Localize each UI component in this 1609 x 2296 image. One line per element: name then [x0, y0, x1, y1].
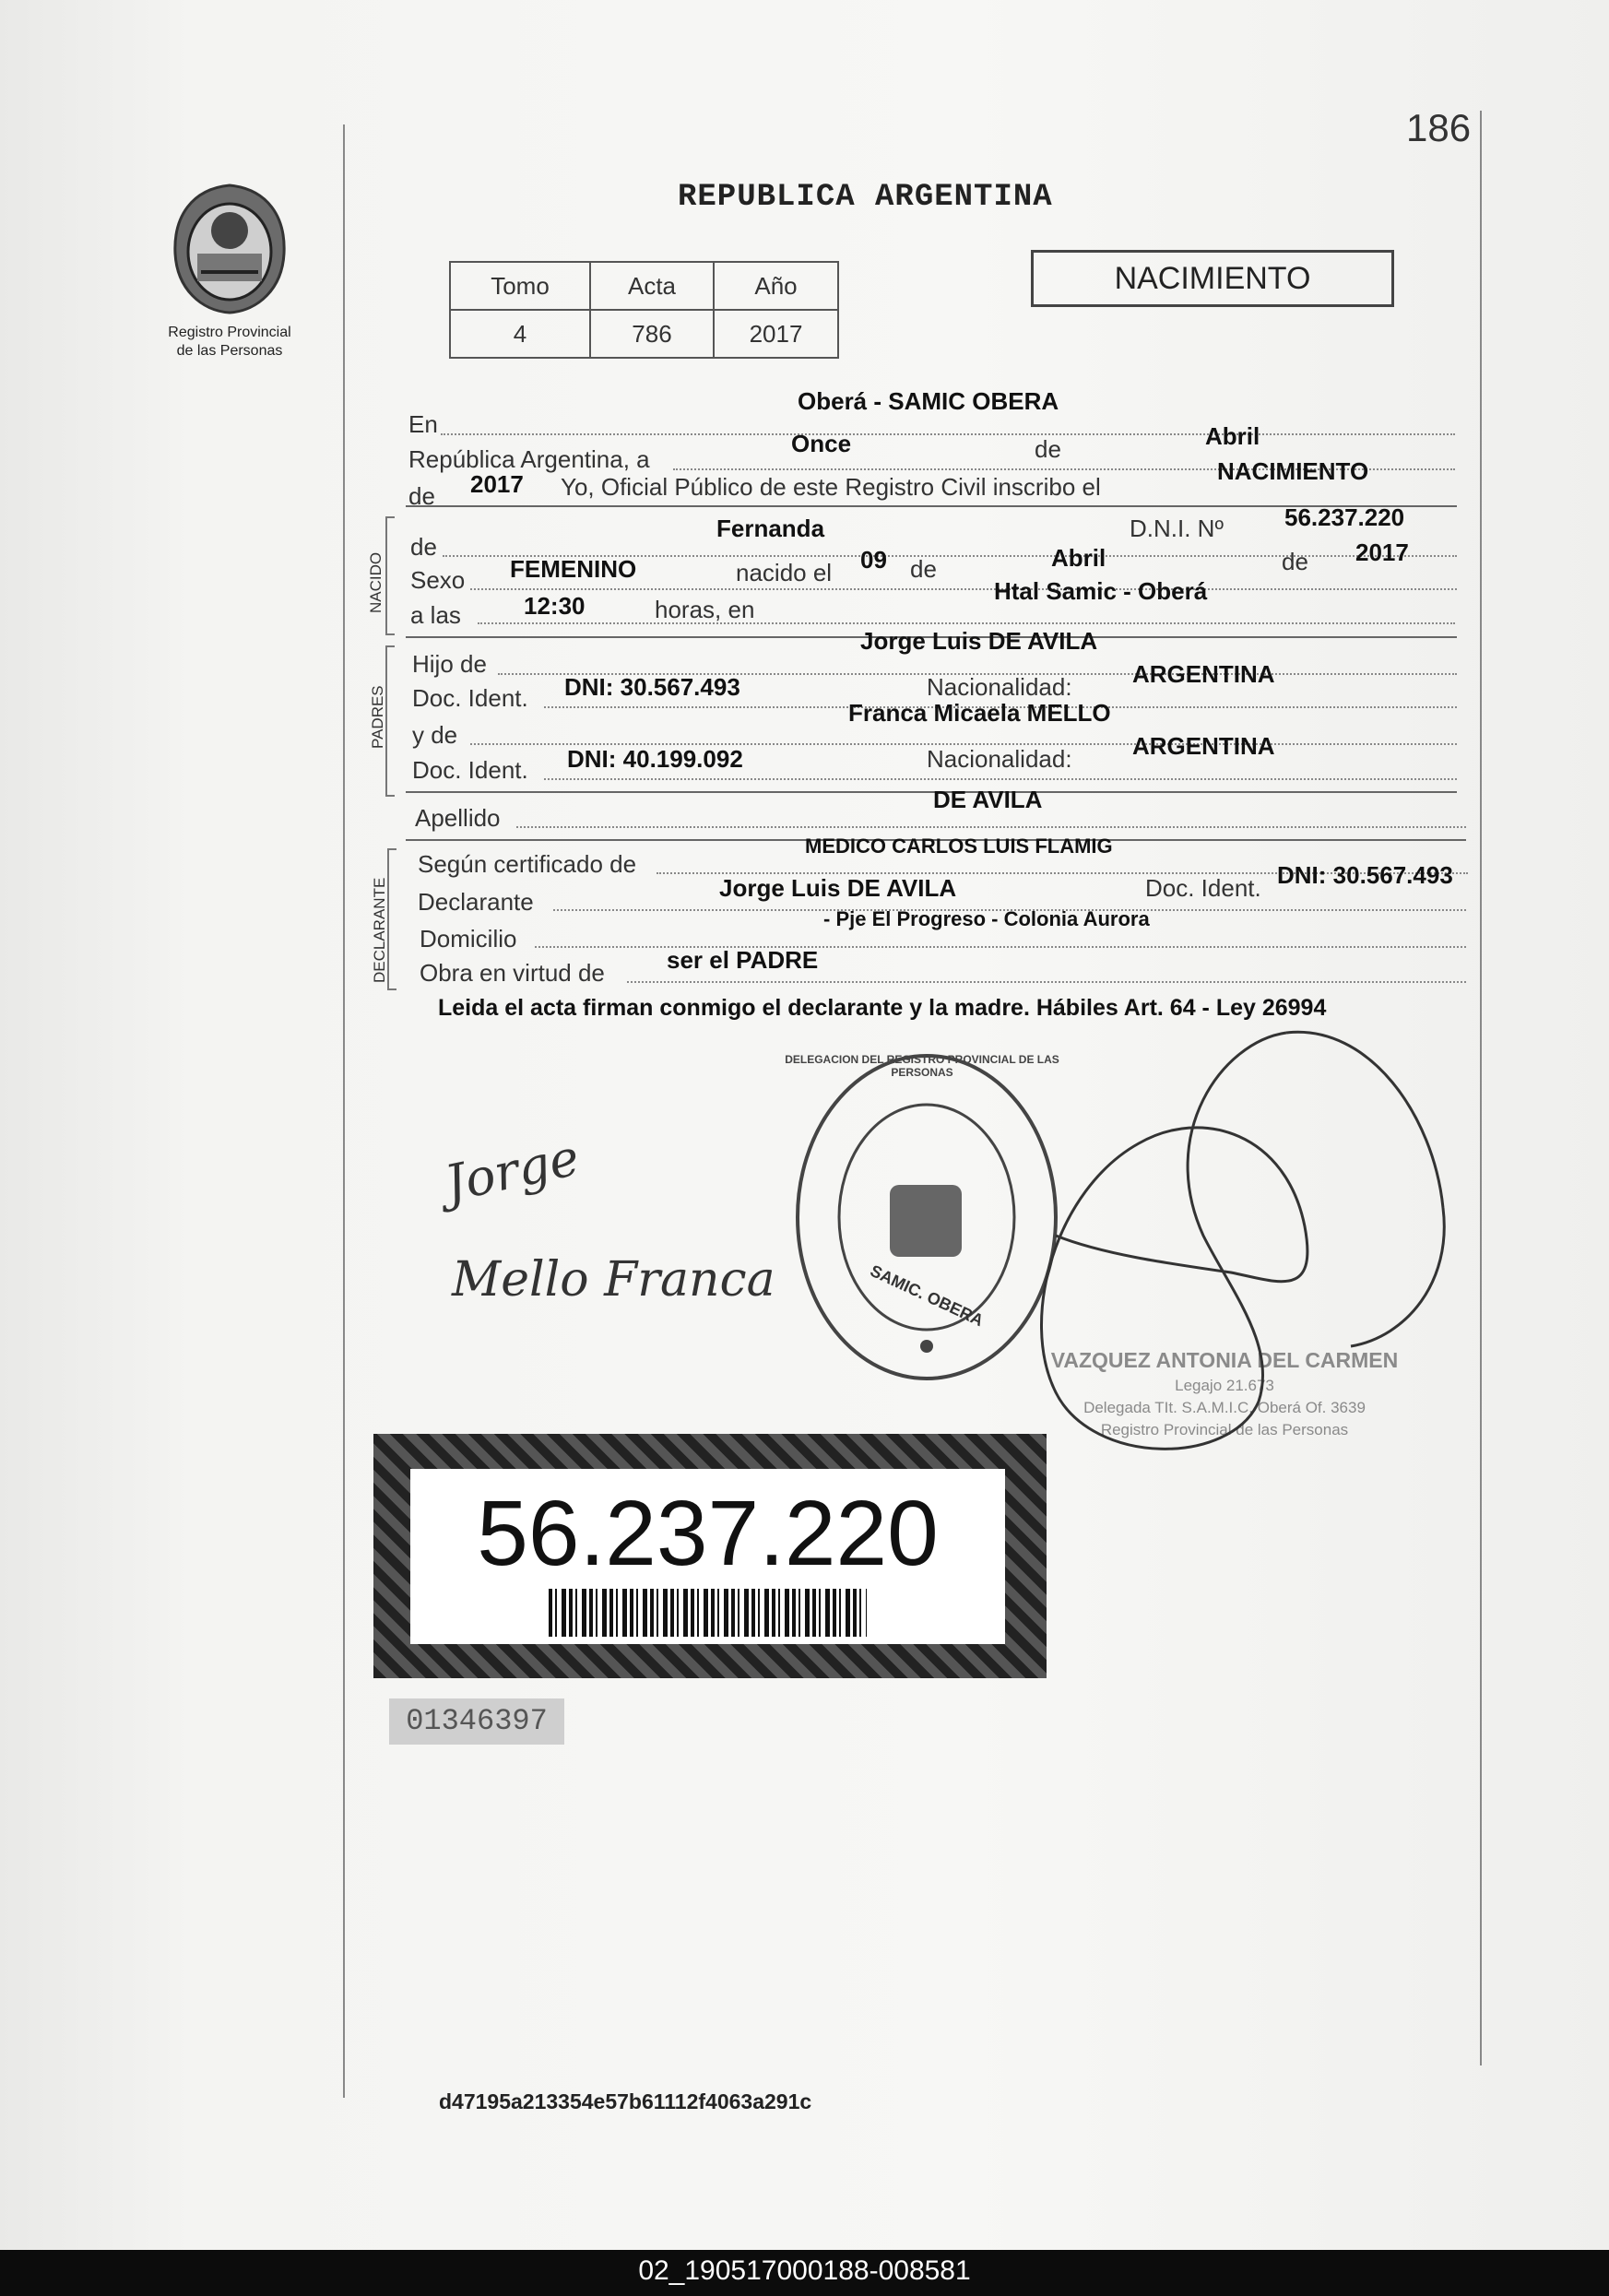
label-segun: Según certificado de	[418, 850, 637, 878]
label-domicilio: Domicilio	[420, 925, 517, 953]
signature-madre: Mello Franca	[452, 1252, 775, 1308]
label-de: de	[1035, 435, 1061, 463]
value-certificado: MEDICO CARLOS LUIS FLAMIG	[805, 834, 1113, 858]
table-cell: 786	[590, 310, 714, 358]
label-horas: horas, en	[655, 596, 755, 623]
value-lugar-nac: Htal Samic - Oberá	[994, 577, 1208, 605]
value-dia-texto: Once	[791, 430, 852, 457]
barcode-bars	[549, 1589, 867, 1637]
dotted-line	[544, 778, 1457, 780]
value-obra: ser el PADRE	[667, 946, 819, 974]
dni-barcode-label	[373, 1434, 1047, 1678]
value-padre: Jorge Luis DE AVILA	[860, 627, 1098, 655]
label-doc-ident-1: Doc. Ident.	[412, 684, 528, 712]
page-number: 186	[1406, 106, 1472, 149]
value-padre-nac: ARGENTINA	[1132, 660, 1275, 688]
label-doc-ident-2: Doc. Ident.	[412, 756, 528, 784]
value-mes-nac: Abril	[1051, 544, 1106, 572]
value-padre-doc: DNI: 30.567.493	[564, 673, 740, 701]
table-header: Tomo	[450, 262, 590, 310]
table-cell: 2017	[714, 310, 838, 358]
label-sexo: Sexo	[410, 566, 466, 594]
value-mes-texto: Abril	[1205, 422, 1260, 450]
right-margin-line	[1480, 111, 1482, 2065]
value-anio-inscripcion: 2017	[470, 470, 524, 498]
label-republica: República Argentina, a	[408, 445, 650, 473]
label-declarante: Declarante	[418, 888, 534, 916]
value-madre: Franca Micaela MELLO	[848, 699, 1111, 727]
closing-text: Leida el acta firman conmigo el declarante y la madre. Hábiles Art. 64 - Ley 26994	[438, 995, 1327, 1021]
logo-caption-line1: Registro Provincial	[168, 325, 291, 340]
official-stamp-registry: Registro Provincial de las Personas	[1100, 1421, 1349, 1438]
label-y-de: y de	[412, 721, 458, 749]
label-hijo-de: Hijo de	[412, 650, 487, 678]
barcode-number: 56.237.220	[477, 1482, 939, 1585]
value-lugar: Oberá - SAMIC OBERA	[798, 387, 1059, 415]
label-nacionalidad-2: Nacionalidad:	[927, 745, 1072, 773]
value-anio-nac: 2017	[1355, 538, 1409, 566]
label-doc-ident-3: Doc. Ident.	[1145, 874, 1261, 902]
official-stamp-role: Delegada TIt. S.A.M.I.C. Oberá Of. 3639	[1083, 1399, 1366, 1416]
value-sexo: FEMENINO	[510, 555, 637, 583]
value-declarante-doc: DNI: 30.567.493	[1277, 861, 1453, 889]
seal-center-text: SAMIC. OBERA	[867, 1260, 987, 1331]
label-de-nombre: de	[410, 533, 437, 561]
label-nacionalidad-1: Nacionalidad:	[927, 673, 1072, 701]
value-declarante: Jorge Luis DE AVILA	[719, 874, 957, 902]
document-hash: d47195a213354e57b61112f4063a291c	[439, 2089, 812, 2113]
official-signature	[1000, 1005, 1461, 1475]
logo-caption-line2: de las Personas	[176, 343, 283, 359]
label-de-anio: de	[1282, 548, 1308, 575]
barcode-panel	[410, 1469, 1005, 1644]
table-header: Acta	[590, 262, 714, 310]
value-tipo: NACIMIENTO	[1217, 457, 1369, 485]
official-stamp-name: VAZQUEZ ANTONIA DEL CARMEN	[1050, 1348, 1399, 1372]
dotted-line	[516, 826, 1466, 828]
left-margin-line	[343, 124, 345, 2098]
record-type-box: NACIMIENTO	[1031, 250, 1394, 307]
label-obra: Obra en virtud de	[420, 959, 605, 987]
country-title: REPUBLICA ARGENTINA	[678, 180, 1053, 215]
section-bracket	[385, 516, 395, 635]
value-nombre: Fernanda	[716, 515, 825, 542]
side-label-padres: PADRES	[369, 685, 386, 749]
value-apellido: DE AVILA	[933, 786, 1043, 813]
label-de-mes: de	[910, 555, 937, 583]
table-header: Año	[714, 262, 838, 310]
value-dni: 56.237.220	[1284, 503, 1405, 531]
record-table	[449, 261, 839, 359]
dotted-line	[627, 981, 1466, 983]
signature-padre: Jorge	[440, 1128, 585, 1213]
side-label-nacido: NACIDO	[367, 551, 385, 613]
serial-number: 01346397	[389, 1698, 564, 1745]
value-madre-nac: ARGENTINA	[1132, 732, 1275, 760]
province-logo	[164, 180, 295, 316]
label-en: En	[408, 410, 438, 438]
label-yo: Yo, Oficial Público de este Registro Civil inscribo el	[561, 473, 1101, 501]
dotted-line	[478, 622, 1455, 624]
value-madre-doc: DNI: 40.199.092	[567, 745, 743, 773]
value-hora: 12:30	[524, 592, 586, 620]
table-cell: 4	[450, 310, 590, 358]
label-a-las: a las	[410, 601, 461, 629]
label-de-2: de	[408, 482, 435, 510]
value-dia-nac: 09	[860, 546, 887, 574]
label-apellido: Apellido	[415, 804, 501, 832]
dotted-line	[470, 588, 1457, 590]
label-nacido: nacido el	[736, 559, 833, 586]
section-divider	[406, 791, 1457, 793]
label-dni: D.N.I. Nº	[1130, 515, 1224, 542]
dotted-line	[441, 433, 1455, 435]
footer-filename: 02_190517000188-008581	[638, 2255, 971, 2286]
official-stamp-legajo: Legajo 21.673	[1175, 1377, 1274, 1394]
seal-ring-text: DELEGACION DEL REGISTRO PROVINCIAL DE LAS PERSONAS	[785, 1053, 1059, 1079]
value-domicilio: - Pje El Progreso - Colonia Aurora	[823, 907, 1150, 930]
side-label-declarante: DECLARANTE	[371, 877, 388, 983]
